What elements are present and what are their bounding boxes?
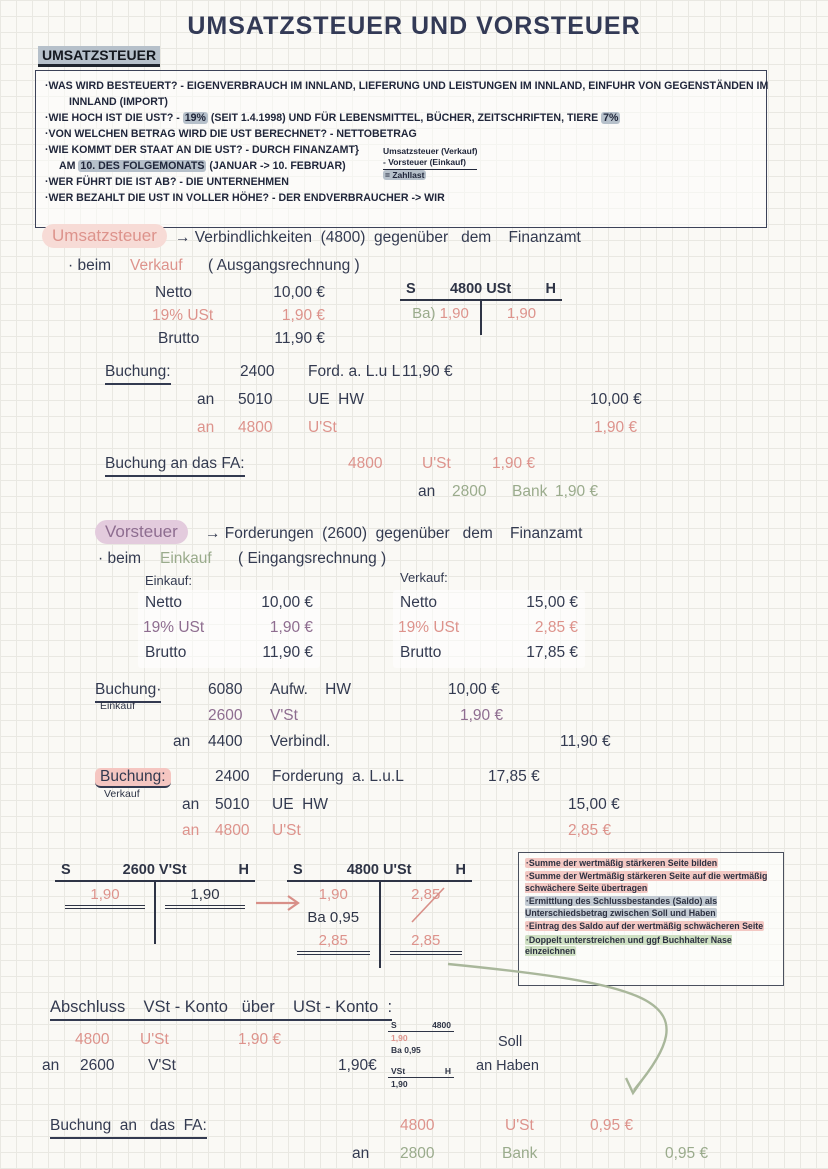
qa-line-4: ·WIE KOMMT DER STAAT AN DIE UST? - DURCH FINANZAMT} — [45, 144, 360, 156]
beim-label: · beim — [98, 550, 142, 567]
amount: 1,90 € — [492, 455, 536, 472]
einkauf-ust-label: 19% USt — [143, 619, 205, 636]
amount: 10,00 € — [448, 681, 500, 698]
taccount-divider — [379, 882, 381, 968]
qa-line-7: ·WER BEZAHLT DIE UST IN VOLLER HÖHE? - DER ENDVERBRAUCHER -> WIR — [45, 192, 445, 204]
verkauf-brutto-value: 17,85 € — [526, 644, 578, 661]
an-label: an — [173, 733, 191, 750]
mini-value: Ba 0,95 — [391, 1045, 421, 1055]
qa-text: ·WIE HOCH IST DIE UST? - — [45, 112, 183, 124]
vorsteuer-pill: Vorsteuer — [95, 520, 188, 544]
mini-header — [388, 1020, 454, 1032]
account-number: 6080 — [208, 681, 243, 698]
einkauf-netto-value: 10,00 € — [261, 594, 313, 611]
ust-headline: → Verbindlichkeiten (4800) gegenüber dem Finanzamt — [175, 229, 581, 246]
einkauf-label: Einkauf — [160, 550, 212, 567]
amount: 0,95 € — [590, 1117, 634, 1134]
account-desc: Ford. a. L.u L — [308, 363, 401, 380]
account-number: 4800 — [238, 419, 273, 436]
verkauf-netto-label: Netto — [400, 594, 438, 611]
account-desc: Aufw. HW — [270, 681, 351, 698]
section-label-umsatzsteuer: UMSATZSTEUER — [38, 46, 160, 67]
zahllast-side-note — [383, 146, 477, 181]
beim-label: · beim — [68, 257, 112, 274]
account-abbrev: VSt — [391, 1066, 406, 1076]
buchung-verkauf-title: Buchung: — [95, 768, 171, 788]
eingangsrechnung-label: ( Eingangsrechnung ) — [238, 550, 387, 567]
calc-value-ust: 1,90 € — [281, 307, 325, 324]
account-number: 4800 — [348, 455, 383, 472]
an-label: an — [418, 483, 436, 500]
an-label: an — [182, 796, 200, 813]
qa-text: AM — [59, 160, 79, 172]
highlight-folgemonat: 10. DES FOLGEMONATS — [80, 160, 205, 172]
qa-line-2 — [45, 110, 757, 126]
account-name: 4800 U'St — [346, 862, 412, 878]
amount: 1,90€ — [338, 1057, 377, 1074]
an-label: an — [42, 1057, 60, 1074]
taccount-header — [287, 862, 472, 882]
account-number: 4400 — [208, 733, 243, 750]
verkauf-ust-label: 19% USt — [398, 619, 460, 636]
mini-value: 1,90 — [391, 1079, 408, 1089]
credit-value: 1,90 — [165, 882, 245, 909]
ausgangsrechnung-label: ( Ausgangsrechnung ) — [208, 257, 360, 274]
soll-letter: S — [406, 281, 416, 297]
mini-taccount-vst — [388, 1066, 454, 1090]
einkauf-table-title: Einkauf: — [145, 573, 192, 588]
soll-letter: S — [293, 862, 303, 878]
account-number: 2600 — [208, 707, 243, 724]
taccount-header — [400, 281, 562, 301]
note-vorsteuer: - Vorsteuer (Einkauf) — [383, 157, 477, 170]
debit-value: 1,90 — [65, 882, 145, 909]
amount: 1,90 € — [238, 1031, 282, 1048]
account-number: 2800 — [400, 1145, 435, 1162]
calc-label-ust: 19% USt — [152, 307, 214, 324]
credit-empty — [380, 905, 473, 928]
mini-taccount-4800 — [388, 1020, 454, 1056]
soll-label: Soll — [498, 1034, 523, 1050]
taccount-body — [55, 882, 255, 944]
vst-headline: → Forderungen (2600) gegenüber dem Finanzamt — [205, 525, 583, 542]
umsatzsteuer-pill: Umsatzsteuer — [42, 224, 167, 248]
rule-5: ·Doppelt unterstreichen und ggf Buchhalter Nase einzeichnen — [525, 934, 732, 956]
account-name: 2600 V'St — [122, 862, 187, 878]
amount: 1,90 € — [594, 419, 638, 436]
note-umsatzsteuer: Umsatzsteuer (Verkauf) — [383, 146, 478, 156]
closing-rules-box — [518, 852, 784, 986]
amount: 15,00 € — [568, 796, 620, 813]
note-zahllast — [383, 170, 477, 181]
verkauf-netto-value: 15,00 € — [526, 594, 578, 611]
rule-3: ·Ermittlung des Schlussbestandes (Saldo) als Unterschiedsbetrag zwischen Soll und Haben — [525, 896, 718, 918]
haben-letter: H — [238, 862, 249, 878]
buchung-fa-title: Buchung an das FA: — [105, 455, 245, 477]
an-label: an — [197, 391, 215, 408]
account-desc: Verbindl. — [270, 733, 331, 750]
amount: 1,90 € — [555, 483, 599, 500]
account-desc: U'St — [308, 419, 337, 436]
account-number: 5010 — [215, 796, 250, 813]
haben-letter: H — [455, 862, 466, 878]
qa-text: (JANUAR -> 10. FEBRUAR) — [206, 160, 346, 172]
account-number: 4800 — [432, 1020, 451, 1030]
calc-value-netto: 10,00 € — [273, 284, 325, 301]
buchung-einkauf-title: Buchung· — [95, 681, 161, 703]
highlight-19-percent: 19% — [184, 112, 206, 124]
verkauf-ust-value: 2,85 € — [534, 619, 578, 636]
amount: 2,85 € — [568, 822, 612, 839]
debit-value: 1,90 — [318, 886, 348, 903]
taccount-body — [287, 882, 472, 968]
account-name: 4800 USt — [449, 281, 512, 297]
credit-value: 2,85 — [411, 886, 441, 903]
calc-value-brutto: 11,90 € — [274, 330, 325, 347]
ba-tag: Ba) — [412, 305, 436, 322]
qa-text: ·WAS WIRD BESTEUERT? - EIGENVERBRAUCH IM INNLAND, LIEFERUNG UND LEISTUNGEN IM INNLAND, EINFUHR VON GEGENSTÄNDEN IM — [45, 80, 769, 92]
credit-value: 1,90 — [506, 305, 537, 322]
qa-text: (SEIT 1.4.1998) UND FÜR LEBENSMITTEL, BÜCHER, ZEITSCHRIFTEN, TIERE — [207, 112, 602, 124]
taccount-4800-ust — [400, 281, 562, 335]
einkauf-ust-value: 1,90 € — [269, 619, 313, 636]
verkauf-table-title: Verkauf: — [400, 570, 448, 585]
buchung-einkauf-sub: Einkauf — [100, 700, 136, 712]
an-label: an — [352, 1145, 370, 1162]
rule-4: ·Eintrag des Saldo auf der wertmäßig schwächeren Seite — [526, 921, 764, 932]
account-desc: U'St — [272, 822, 301, 839]
verkauf-brutto-label: Brutto — [400, 644, 442, 661]
account-desc: Bank — [502, 1145, 538, 1162]
taccount-body — [400, 301, 562, 335]
amount: 10,00 € — [590, 391, 642, 408]
an-label: an — [197, 419, 215, 436]
debit-value: 1,90 — [439, 305, 469, 322]
qa-line-1 — [45, 78, 769, 94]
amount: 11,90 € — [402, 363, 453, 380]
account-number: 2400 — [240, 363, 275, 380]
account-desc: UE HW — [308, 391, 364, 408]
account-desc: Bank — [512, 483, 548, 500]
debit-value-bank: Ba 0,95 — [307, 909, 360, 926]
account-number: 2400 — [215, 768, 250, 785]
an-haben-label: an Haben — [476, 1058, 539, 1074]
soll-letter: S — [61, 862, 71, 878]
amount: 0,95 € — [665, 1145, 709, 1162]
debit-cell — [400, 301, 481, 324]
account-number: 4800 — [215, 822, 250, 839]
verkauf-label: Verkauf — [130, 257, 183, 274]
rule-1: ·Summe der wertmäßig stärkeren Seite bilden — [526, 858, 718, 868]
account-number: 4800 — [75, 1031, 110, 1048]
account-desc: U'St — [422, 455, 451, 472]
abschluss-title: Abschluss VSt - Konto über USt - Konto : — [50, 998, 392, 1021]
an-label: an — [182, 822, 200, 839]
buchung-verkauf-sub: Verkauf — [104, 788, 140, 800]
account-number: 4800 — [400, 1117, 435, 1134]
calc-label-brutto: Brutto — [158, 330, 200, 347]
haben-letter: H — [545, 281, 556, 297]
taccount-2600-vst — [55, 862, 255, 944]
amount: 11,90 € — [560, 733, 611, 750]
amount: 17,85 € — [488, 768, 540, 785]
account-desc: U'St — [140, 1031, 169, 1048]
taccount-divider — [154, 882, 156, 944]
buchung-title: Buchung: — [105, 363, 171, 385]
einkauf-netto-label: Netto — [145, 594, 183, 611]
highlight-7-percent: 7% — [603, 112, 619, 124]
taccount-4800-ust-closing — [287, 862, 472, 968]
account-desc: V'St — [270, 707, 298, 724]
soll-letter: S — [391, 1020, 397, 1030]
final-buchung-fa-title: Buchung an das FA: — [50, 1117, 207, 1139]
total-debit: 2,85 — [297, 928, 370, 955]
account-number: 2600 — [80, 1057, 115, 1074]
account-number: 5010 — [238, 391, 273, 408]
page-title: UMSATZSTEUER UND VORSTEUER — [187, 12, 641, 40]
einkauf-brutto-label: Brutto — [145, 644, 187, 661]
account-desc: UE HW — [272, 796, 328, 813]
mini-header — [388, 1066, 454, 1078]
calc-label-netto: Netto — [155, 284, 193, 301]
einkauf-brutto-value: 11,90 € — [262, 644, 313, 661]
highlight-zahllast: = Zahllast — [385, 170, 425, 180]
account-number: 2800 — [452, 483, 487, 500]
rule-2: ·Summe der Wertmäßig stärkeren Seite auf die wertmäßig schwächere Seite übertragen — [525, 871, 768, 893]
mini-value: 1,90 — [391, 1033, 408, 1043]
haben-letter: H — [444, 1066, 451, 1076]
taccount-header — [55, 862, 255, 882]
qa-line-6: ·WER FÜHRT DIE IST AB? - DIE UNTERNEHMEN — [45, 176, 289, 188]
account-desc: Forderung a. L.u.L — [272, 768, 404, 785]
taccount-divider — [480, 301, 482, 335]
qa-line-3: ·VON WELCHEN BETRAG WIRD DIE UST BERECHNET? - NETTOBETRAG — [45, 128, 417, 140]
amount: 1,90 € — [460, 707, 504, 724]
qa-line-1b: INNLAND (IMPORT) — [69, 96, 168, 108]
account-desc: U'St — [505, 1117, 534, 1134]
total-credit: 2,85 — [390, 928, 463, 955]
account-desc: V'St — [148, 1057, 176, 1074]
